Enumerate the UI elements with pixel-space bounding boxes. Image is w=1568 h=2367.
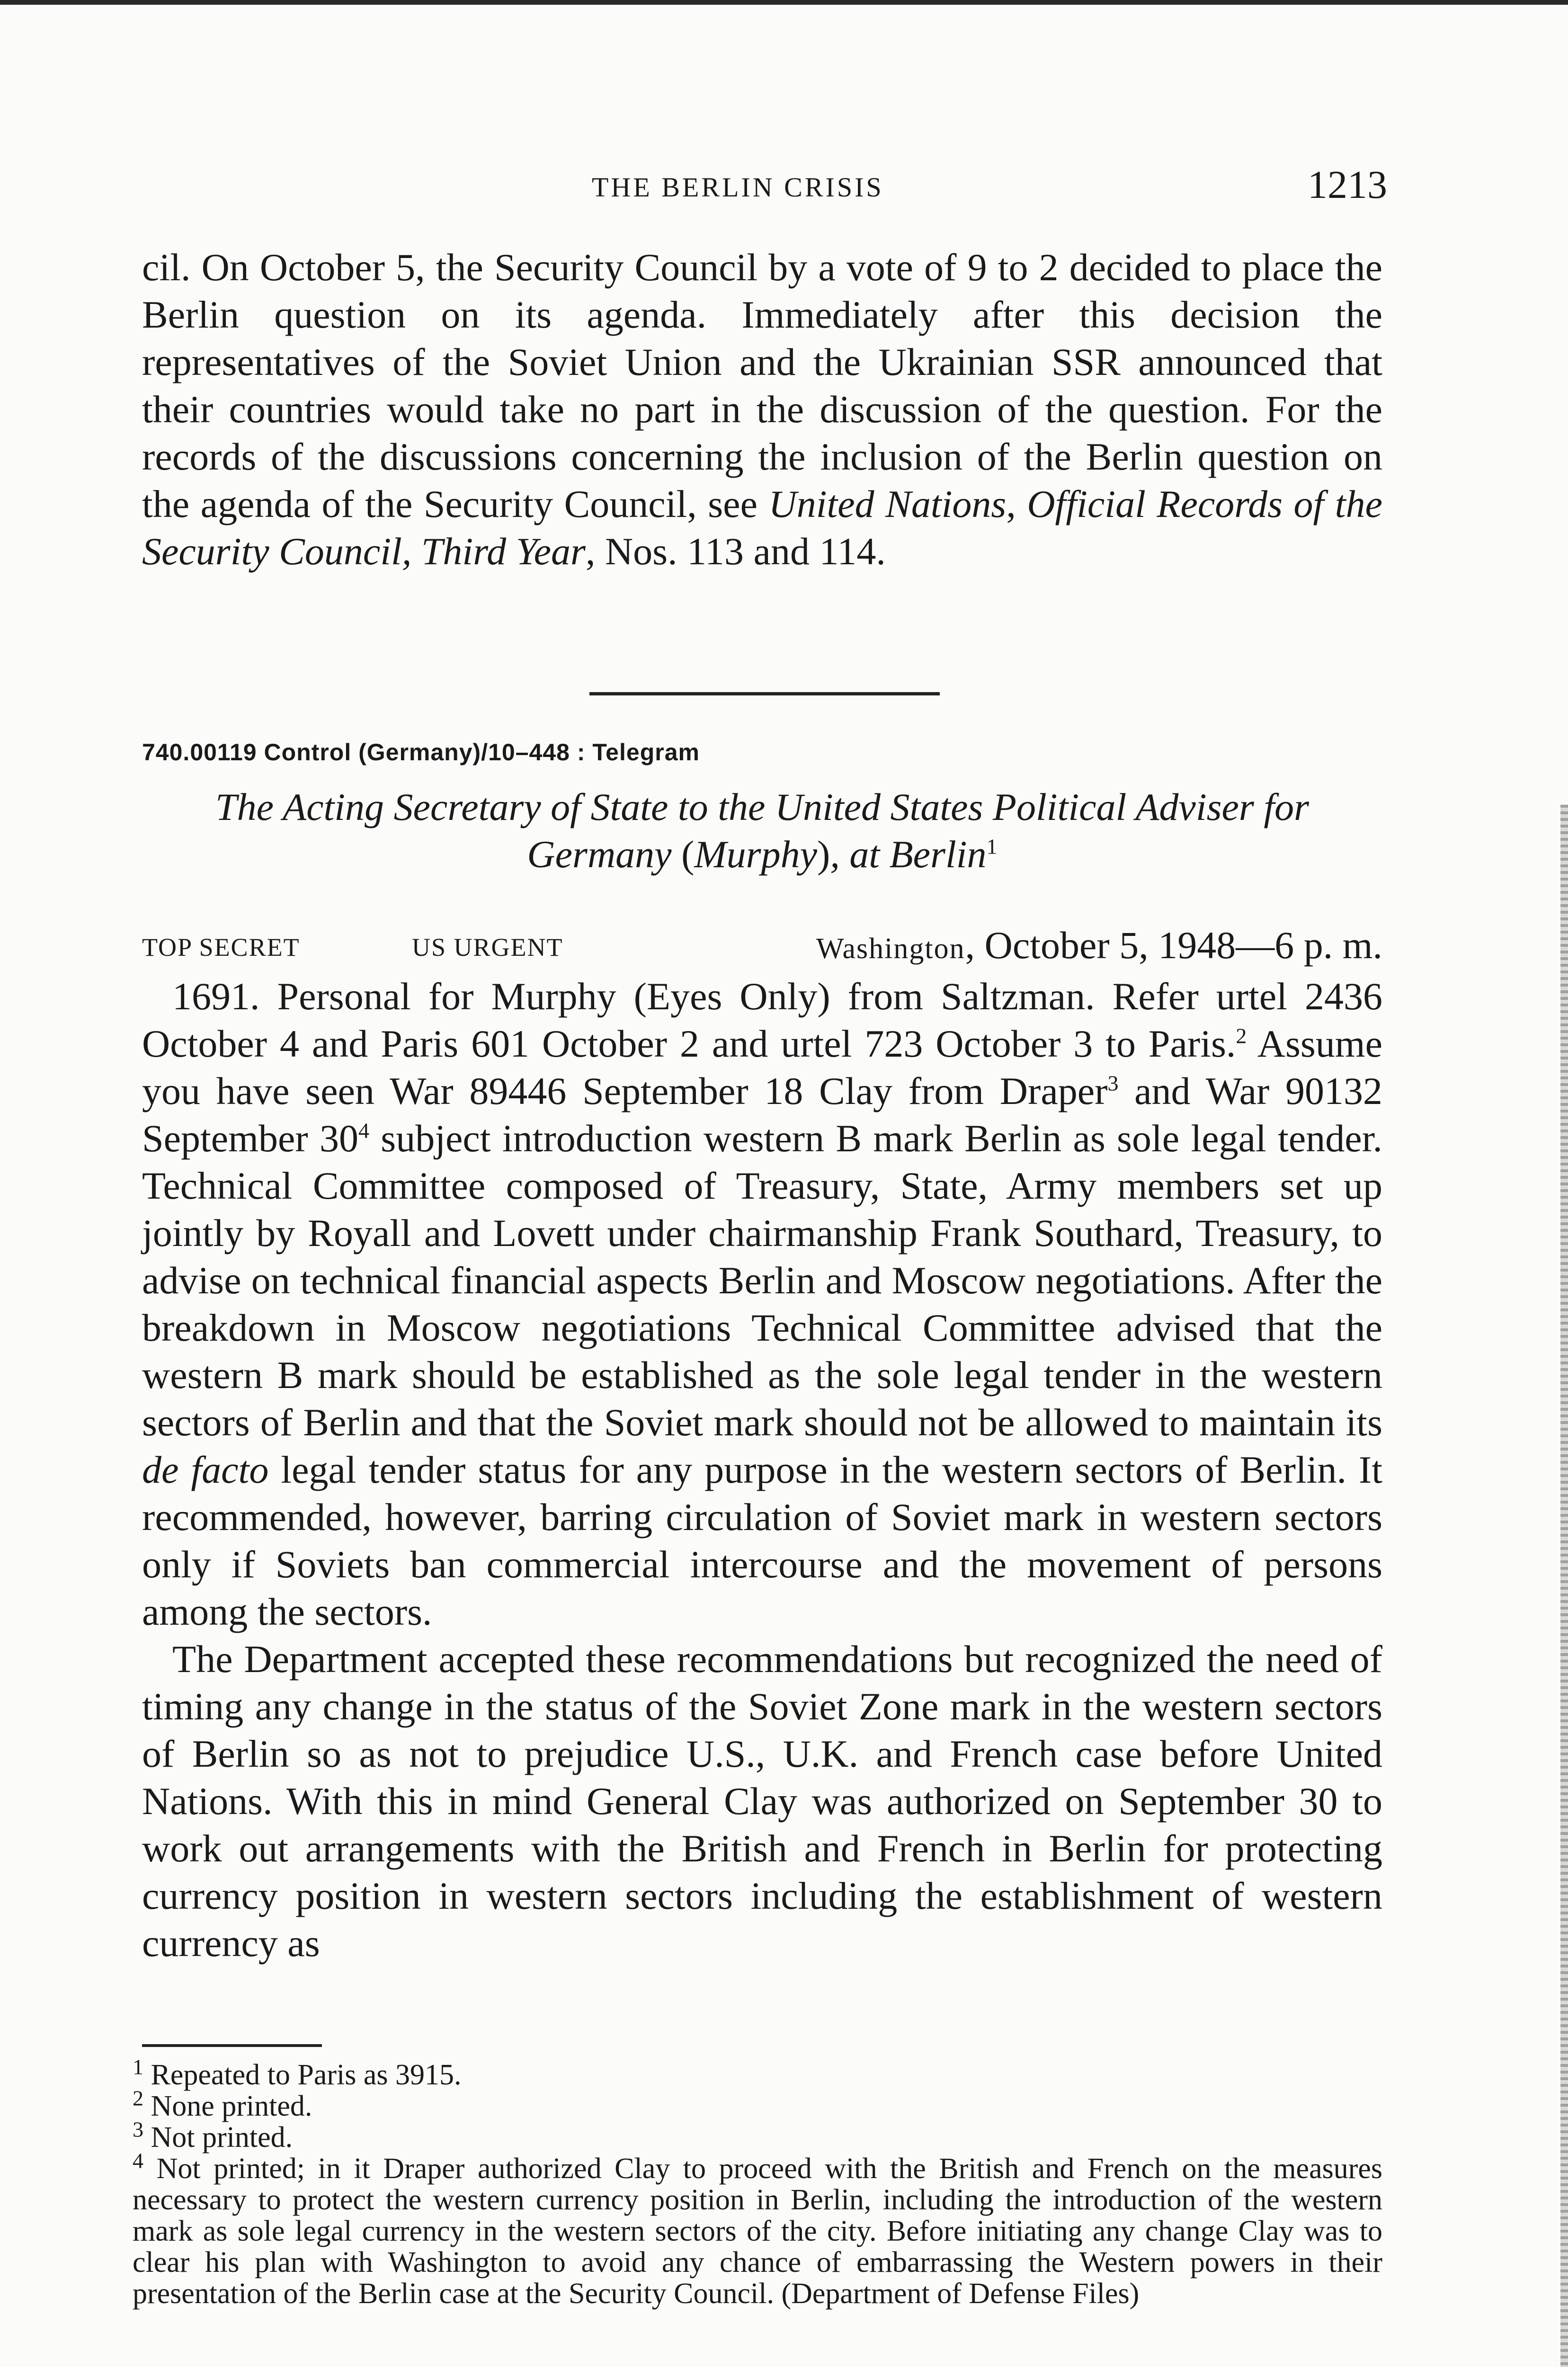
footnote-ref-3: 3 (1107, 1071, 1119, 1095)
footnote-number: 4 (133, 2148, 143, 2173)
dateline-city: Washington (816, 933, 965, 965)
footnote-4 (123, 2148, 1383, 2310)
para1-e: legal tender status for any purpose in the western sectors of Berlin. It recommended, however, barring circulation of Soviet mark in western sectors only if Soviets ban commercial intercourse and the movement of persons among the sectors. (142, 1448, 1383, 1633)
title-location: , at Berlin (830, 833, 987, 876)
classification: TOP SECRET (142, 933, 300, 961)
footnote-1 (123, 2055, 1382, 2091)
dateline-date: , October 5, 1948—6 p. m. (965, 924, 1382, 967)
citation-un: United Nations (768, 482, 1007, 525)
priority: US URGENT (412, 933, 563, 961)
page-number: 1213 (1308, 163, 1387, 207)
intro-text: cil. On October 5, the Security Council by a vote of 9 to 2 decided to place the Berlin question on its agenda. Immediately after this decision the representatives of the Soviet Union and the Ukrainian SSR announced that their countries would take no part in the discussion of the question. For the records of the discussions concerning the inclusion of the Berlin question on the agenda of the Security Council, see (142, 246, 1382, 525)
citation-separator: , (1006, 482, 1027, 525)
scan-top-border (0, 0, 1568, 5)
document-title (142, 783, 1382, 878)
footnote-number: 1 (133, 2055, 143, 2079)
running-head (142, 163, 1392, 209)
title-paren-close: ) (817, 833, 830, 876)
footnotes (123, 2055, 1383, 2310)
section-divider (589, 692, 940, 695)
footnote-ref-1: 1 (986, 834, 998, 859)
telegram-body (142, 973, 1382, 1967)
citation-records: Official Records of the Security Council, Third Year (142, 482, 1382, 573)
title-paren-open: ( (681, 833, 695, 876)
file-reference: 740.00119 Control (Germany)/10–448 : Telegram (142, 739, 700, 765)
title-main: The Acting Secretary of State to the United States Political Adviser for Germany (215, 785, 1310, 876)
footnote-number: 2 (133, 2086, 143, 2110)
footnote-text: None printed. (151, 2090, 312, 2122)
para1-c: and War 90132 September 30 (142, 1069, 1382, 1160)
footnote-2 (123, 2086, 1382, 2122)
para1-b: Assume you have seen War 89446 September 18 Clay from Draper (142, 1022, 1382, 1112)
scan-binding-edge (1560, 805, 1568, 2367)
footnote-divider (142, 2044, 322, 2047)
dateline (816, 923, 1382, 968)
citation-tail: , Nos. 113 and 114. (585, 530, 886, 573)
footnote-3 (123, 2117, 1382, 2153)
body-paragraph-1 (142, 973, 1382, 1636)
para1-a: 1691. Personal for Murphy (Eyes Only) from Saltzman. Refer urtel 2436 October 4 and Paris 601 October 2 and urtel 723 October 3 to Paris. (142, 975, 1382, 1065)
footnote-text: Repeated to Paris as 3915. (151, 2059, 462, 2091)
footnote-number: 3 (133, 2117, 143, 2142)
footnote-ref-4: 4 (358, 1118, 369, 1143)
para1-italic: de facto (142, 1448, 269, 1491)
footnote-ref-2: 2 (1236, 1023, 1247, 1048)
telegram-header (142, 923, 1382, 970)
body-paragraph-2: The Department accepted these recommendations but recognized the need of timing any change in the status of the Soviet Zone mark in the western sectors of Berlin so as not to prejudice U.S., U.K. and French case before United Nations. With this in mind General Clay was authorized on September 30 to work out arrangements with the British and French in Berlin for protecting currency position in western sectors including the establishment of western currency as (142, 1637, 1382, 1965)
title-name: Murphy (694, 833, 817, 876)
running-title: THE BERLIN CRISIS (592, 172, 884, 203)
footnote-text: Not printed. (151, 2121, 293, 2153)
para1-d: subject introduction western B mark Berlin as sole legal tender. Technical Committee composed of Treasury, State, Army members set up jointly by Royall and Lovett under chairmanship Frank Southard, Treasury, to advise on technical financial aspects Berlin and Moscow negotiations. After the breakdown in Moscow negotiations Technical Committee advised that the western B mark should be established as the sole legal tender in the western sectors of Berlin and that the Soviet mark should not be allowed to maintain its (142, 1117, 1382, 1444)
footnote-text: Not printed; in it Draper authorized Clay to proceed with the British and French on the measures necessary to protect the western currency position in Berlin, including the introduction of the western mark as sole legal currency in the western sectors of the city. Before initiating any change Clay was to clear his plan with Washington to avoid any chance of embarrassing the Western powers in their presentation of the Berlin case at the Security Council. (Department of Defense Files) (133, 2153, 1383, 2310)
intro-paragraph (142, 244, 1382, 575)
